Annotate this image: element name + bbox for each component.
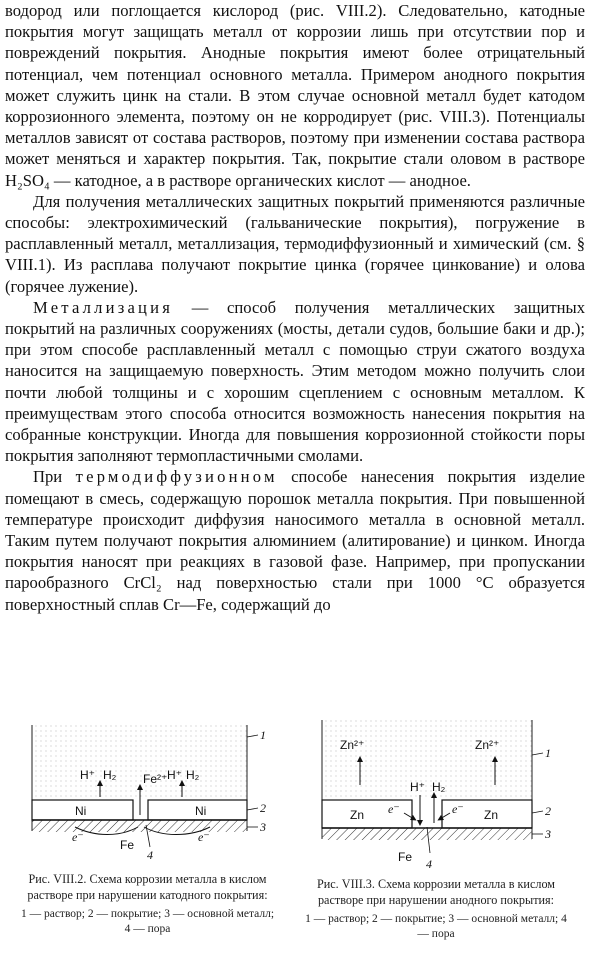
label-e-left: e⁻: [72, 830, 84, 844]
leader-2: [247, 808, 258, 810]
label-ni-left: Ni: [75, 804, 87, 818]
label-4: 4: [147, 848, 153, 862]
label-4: 4: [426, 857, 432, 871]
paragraph-1: [5, 0, 585, 191]
paragraph-4: [5, 466, 585, 614]
figure-viii-2-diagram: [20, 715, 275, 870]
label-h-plus: H⁺: [410, 780, 425, 794]
label-e-right: e⁻: [198, 830, 210, 844]
label-h2-2: H₂: [186, 768, 200, 782]
text-run: Для получения металлических защитных покрытий применяются различные способы: электрохимический (гальванические покрытия), погружение в расплавленный металл, металлизация, термодиффузионный и химический (см. § VIII.1). Из расплава получают покрытие цинка (горячее цинкование) и олова (горячее лужение).: [5, 191, 585, 296]
solution-region: [322, 720, 532, 800]
text-run: — способ получения металлических защитных покрытий на различных сооружениях (мосты, детали судов, большие баки и др.); при этом способе расплавленный металл с помощью струи сжатого воздуха наносится на защищаемую поверхность. Этим методом можно получить слои почти любой толщины и с хорошим сцеплением с основным металлом. К преимуществам этого способа относится возможность нанесения покрытия на собранные конструкции. Иногда для повышения коррозионной стойкости поры покрытия заполняют термопластичными смолами.: [5, 297, 585, 466]
label-e-right: e⁻: [452, 802, 464, 816]
figure-viii-3-legend: 1 — раствор; 2 — покрытие; 3 — основной металл; 4 — пора: [305, 913, 567, 940]
spaced-term: Металлизация: [33, 297, 174, 317]
label-3: 3: [545, 827, 551, 841]
label-fe: Fe: [120, 838, 135, 852]
figure-viii-3-caption: Рис. VIII.3. Схема коррозии металла в кислом растворе при нарушении анодного покрытия:: [316, 877, 556, 907]
figure-viii-2: [20, 715, 275, 937]
label-h-plus-2: H⁺: [167, 768, 182, 782]
figure-viii-3: [300, 715, 572, 942]
label-e-left: e⁻: [388, 802, 400, 816]
label-zn2-left: Zn²⁺: [340, 738, 365, 752]
label-zn-right: Zn: [484, 808, 499, 822]
label-1: 1: [545, 746, 551, 760]
base-metal: [32, 820, 247, 832]
figure-viii-3-diagram: [300, 715, 572, 875]
label-ni-right: Ni: [195, 804, 207, 818]
figure-viii-2-caption: Рис. VIII.2. Схема коррозии металла в кислом растворе при нарушении катодного покрытия:: [27, 872, 268, 902]
leader-2: [532, 811, 543, 813]
paragraph-2: [5, 191, 585, 297]
label-h2: H₂: [432, 780, 446, 794]
body-text: [5, 0, 585, 615]
text-run: При: [33, 467, 76, 487]
label-2: 2: [545, 804, 551, 818]
label-fe: Fe: [398, 850, 413, 864]
spaced-term: термодиффузионном: [75, 467, 278, 487]
label-h2-1: H₂: [103, 768, 117, 782]
label-h-plus-1: H⁺: [80, 768, 95, 782]
text-run: водород или поглощается кислород (рис. VIII.2). Следовательно, катодные покрытия могут защищать металл от коррозии лишь при отсутствии пор и повреждений покрытия. Анодные покрытия имеют более отрицательный потенциал, чем потенциал основного металла. Примером анодного покрытия может служить цинк на стали. В этом случае основной металл будет катодом коррозионного элемента, поэтому он не корродирует (рис. VIII.3). Потенциалы металлов зависят от состава растворов, поэтому при изменении состава раствора может меняться и характер покрытия. Так, покрытие стали оловом в растворе H₂SO₄ — катодное, а в растворе органических кислот — анодное.: [5, 1, 585, 190]
label-3: 3: [260, 820, 266, 834]
label-zn2-right: Zn²⁺: [475, 738, 500, 752]
text-run: способе нанесения покрытия изделие помещают в смесь, содержащую порошок металла покрытия. При повышенной температуре происходит диффузия наносимого металла в основной металл. Таким путем получают покрытия алюминием (алитирование) и цинком. Иногда покрытия наносят при реакциях в газовой фазе. Например, при пропускании парообразного CrCl₂ над поверхностью стали при 1000 °С образуется поверхностный сплав Cr—Fe, содержащий до: [5, 467, 586, 614]
label-1: 1: [260, 728, 266, 742]
label-2: 2: [260, 801, 266, 815]
label-zn-left: Zn: [350, 808, 365, 822]
paragraph-3: [5, 297, 585, 467]
leader-1: [247, 735, 258, 737]
figure-viii-2-legend: 1 — раствор; 2 — покрытие; 3 — основной металл; 4 — пора: [20, 908, 275, 935]
label-fe2: Fe²⁺: [143, 772, 168, 786]
leader-1: [532, 753, 543, 755]
